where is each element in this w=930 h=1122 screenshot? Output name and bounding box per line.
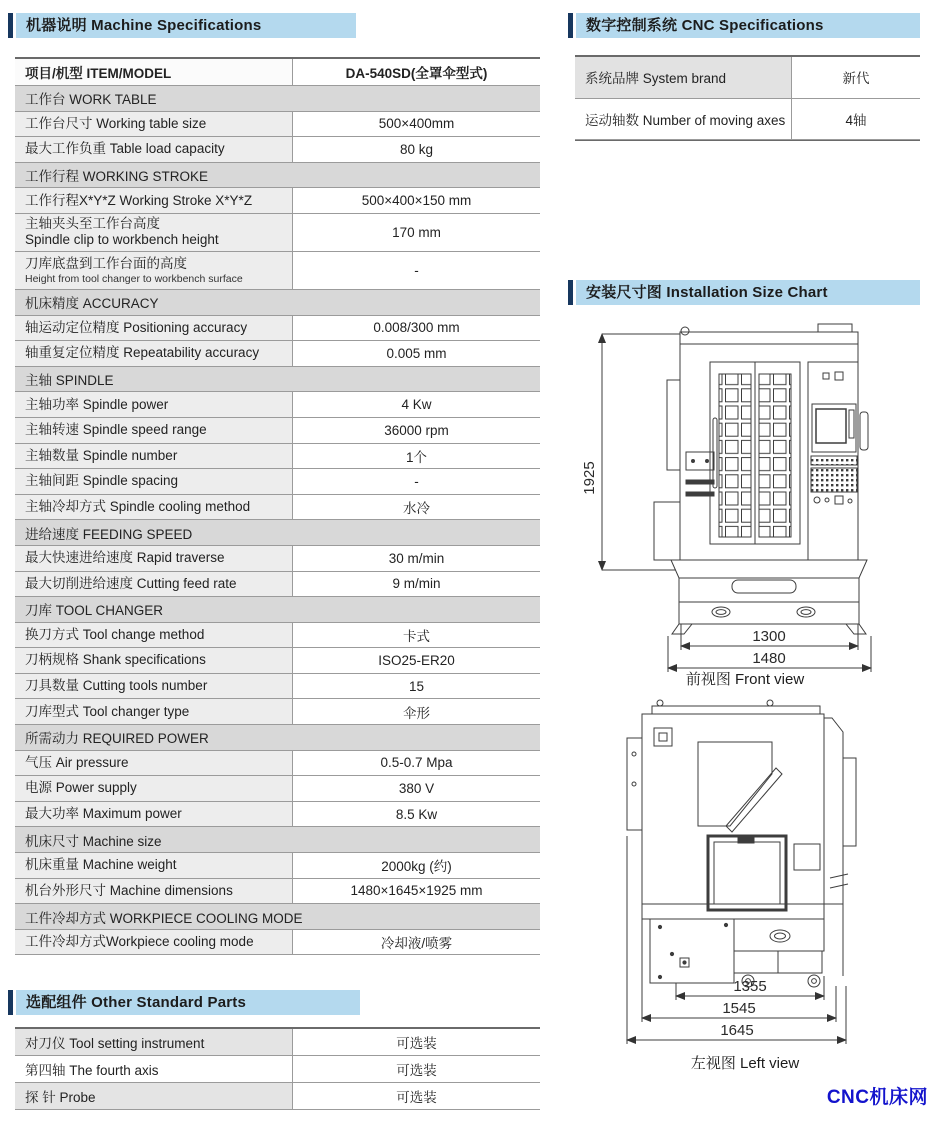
- left-view-drawing: [580, 696, 910, 1046]
- header-item-cell: 项目/机型 ITEM/MODEL: [15, 59, 293, 85]
- installation-title-bar: [568, 280, 920, 305]
- spec-row: [575, 99, 920, 141]
- machine-spec-table: [15, 57, 540, 955]
- spec-label-cn: 主轴夹头至工作台高度: [25, 216, 160, 232]
- spec-label-cell: [15, 188, 293, 213]
- left-view-dim-1: 1355: [733, 978, 767, 995]
- spec-label-cn: 轴重复定位精度 Repeatability accuracy: [25, 345, 260, 361]
- title-accent-strip: [8, 13, 13, 38]
- spec-row: [15, 853, 540, 879]
- spec-value-cell: 卡式: [293, 623, 540, 648]
- spec-value-cell: 可选装: [293, 1056, 540, 1082]
- spec-label-cn: 最大快速进给速度 Rapid traverse: [25, 550, 225, 566]
- section-row: 工作行程 WORKING STROKE: [15, 163, 540, 189]
- spec-label-cn: 主轴数量 Spindle number: [25, 447, 178, 463]
- title-accent-strip: [568, 13, 573, 38]
- spec-label-cell: [15, 648, 293, 673]
- spec-label-cell: [15, 802, 293, 827]
- left-view-caption: 左视图 Left view: [690, 1055, 800, 1072]
- spec-label-cell: 第四轴 The fourth axis: [15, 1056, 293, 1082]
- spec-label-cn: 工件冷却方式Workpiece cooling mode: [25, 934, 254, 950]
- spec-row: [15, 112, 540, 138]
- front-view-drawing: [580, 318, 910, 674]
- spec-row: [15, 572, 540, 598]
- spec-label-cn: 刀柄规格 Shank specifications: [25, 652, 206, 668]
- title-accent-strip: [568, 280, 573, 305]
- spec-label-cell: [15, 214, 293, 251]
- spec-label-cell: [15, 572, 293, 597]
- spec-value-cell: 15: [293, 674, 540, 699]
- spec-value-cell: 500×400mm: [293, 112, 540, 137]
- spec-row: [15, 648, 540, 674]
- spec-label-cell: [15, 316, 293, 341]
- spec-value-cell: 2000kg (约): [293, 853, 540, 878]
- machine-spec-title: 机器说明 Machine Specifications: [16, 13, 356, 38]
- optional-parts-table: [15, 1027, 540, 1110]
- spec-row: [15, 252, 540, 290]
- section-row: 机床尺寸 Machine size: [15, 827, 540, 853]
- spec-label-cn: 气压 Air pressure: [25, 754, 129, 770]
- spec-label-cell: [15, 392, 293, 417]
- machine-spec-title-bar: [8, 13, 356, 38]
- left-view-dim-2: 1545: [722, 1000, 756, 1017]
- spec-value-cell: 1个: [293, 444, 540, 469]
- spec-row: [15, 469, 540, 495]
- spec-row: [15, 188, 540, 214]
- cnc-spec-rows: [575, 57, 920, 140]
- optional-parts-title: 选配组件 Other Standard Parts: [16, 990, 360, 1015]
- cnc-spec-table: [575, 55, 920, 141]
- spec-label-cell: [15, 853, 293, 878]
- spec-label-cell: 运动轴数 Number of moving axes: [575, 99, 792, 140]
- section-row: 主轴 SPINDLE: [15, 367, 540, 393]
- spec-row: [15, 137, 540, 163]
- title-accent-strip: [8, 990, 13, 1015]
- spec-row: [15, 418, 540, 444]
- spec-label-cn: 主轴间距 Spindle spacing: [25, 473, 179, 489]
- spec-label-cell: [15, 751, 293, 776]
- front-view-dim-outer-width: 1480: [752, 650, 786, 667]
- spec-label-cell: 对刀仪 Tool setting instrument: [15, 1029, 293, 1055]
- spec-label-cell: [15, 930, 293, 955]
- spec-row: [15, 674, 540, 700]
- spec-row: [15, 930, 540, 956]
- spec-row: [575, 57, 920, 99]
- cnc-spec-title: 数字控制系统 CNC Specifications: [576, 13, 920, 38]
- spec-label-cell: [15, 879, 293, 904]
- spec-row: [15, 776, 540, 802]
- spec-label-cn: 工作台尺寸 Working table size: [25, 115, 207, 131]
- section-row: 刀库 TOOL CHANGER: [15, 597, 540, 623]
- spec-label-cell: [15, 341, 293, 366]
- optional-parts-rows: [15, 1029, 540, 1110]
- spec-label-cn: 刀库型式 Tool changer type: [25, 703, 190, 719]
- spec-row: [15, 1083, 540, 1110]
- spec-label-cn: 轴运动定位精度 Positioning accuracy: [25, 319, 248, 335]
- spec-label-cn: 刀具数量 Cutting tools number: [25, 678, 208, 694]
- spec-label-cn: 工作行程X*Y*Z Working Stroke X*Y*Z: [25, 192, 253, 208]
- optional-parts-title-bar: [8, 990, 360, 1015]
- cnc-spec-title-bar: [568, 13, 920, 38]
- spec-row: [15, 1056, 540, 1083]
- spec-label-cn: 主轴转速 Spindle speed range: [25, 422, 207, 438]
- spec-label-cell: [15, 137, 293, 162]
- spec-value-cell: 0.008/300 mm: [293, 316, 540, 341]
- spec-value-cell: 380 V: [293, 776, 540, 801]
- spec-row: [15, 392, 540, 418]
- spec-value-cell: -: [293, 469, 540, 494]
- spec-value-cell: 30 m/min: [293, 546, 540, 571]
- spec-row: [15, 623, 540, 649]
- spec-label-cell: [15, 495, 293, 520]
- spec-value-cell: 4 Kw: [293, 392, 540, 417]
- spec-label-cn: 刀库底盘到工作台面的高度: [25, 256, 187, 272]
- spec-row: [15, 546, 540, 572]
- table-header-row: [15, 59, 540, 86]
- spec-row: [15, 751, 540, 777]
- spec-label-cn: 最大工作负重 Table load capacity: [25, 141, 225, 157]
- spec-value-cell: 8.5 Kw: [293, 802, 540, 827]
- spec-row: [15, 879, 540, 905]
- spec-row: [15, 1029, 540, 1056]
- spec-label-cell: [15, 699, 293, 724]
- spec-value-cell: 500×400×150 mm: [293, 188, 540, 213]
- spec-row: [15, 316, 540, 342]
- spec-label-cell: [15, 469, 293, 494]
- left-view-dim-3: 1645: [720, 1022, 754, 1039]
- spec-value-cell: 4轴: [792, 99, 920, 140]
- spec-value-cell: 水冷: [293, 495, 540, 520]
- spec-label-cn: 电源 Power supply: [25, 780, 137, 796]
- section-row: 工件冷却方式 WORKPIECE COOLING MODE: [15, 904, 540, 930]
- spec-label-cell: [15, 776, 293, 801]
- spec-label-cell: [15, 418, 293, 443]
- spec-value-cell: 可选装: [293, 1083, 540, 1109]
- spec-value-cell: 9 m/min: [293, 572, 540, 597]
- spec-row: [15, 214, 540, 252]
- spec-value-cell: 36000 rpm: [293, 418, 540, 443]
- spec-label-cell: [15, 112, 293, 137]
- spec-label-cell: [15, 252, 293, 289]
- spec-value-cell: 可选装: [293, 1029, 540, 1055]
- spec-label-cn: 机台外形尺寸 Machine dimensions: [25, 882, 233, 898]
- spec-value-cell: 170 mm: [293, 214, 540, 251]
- spec-row: [15, 444, 540, 470]
- section-row: 机床精度 ACCURACY: [15, 290, 540, 316]
- spec-value-cell: 0.5-0.7 Mpa: [293, 751, 540, 776]
- front-view-dim-height: 1925: [581, 461, 598, 495]
- section-row: 所需动力 REQUIRED POWER: [15, 725, 540, 751]
- spec-label-cell: [15, 444, 293, 469]
- spec-row: [15, 495, 540, 521]
- spec-label-cn: 机床重量 Machine weight: [25, 857, 177, 873]
- front-view-dim-inner-width: 1300: [752, 628, 786, 645]
- spec-label-en: Spindle clip to workbench height: [25, 232, 219, 248]
- spec-value-cell: ISO25-ER20: [293, 648, 540, 673]
- spec-value-cell: 80 kg: [293, 137, 540, 162]
- spec-label-cell: 探 针 Probe: [15, 1083, 293, 1109]
- spec-row: [15, 802, 540, 828]
- spec-label-cn: 最大功率 Maximum power: [25, 806, 182, 822]
- spec-value-cell: 冷却液/喷雾: [293, 930, 540, 955]
- spec-label-cell: 系统品牌 System brand: [575, 57, 792, 98]
- spec-value-cell: 0.005 mm: [293, 341, 540, 366]
- spec-value-cell: 新代: [792, 57, 920, 98]
- spec-row: [15, 341, 540, 367]
- installation-title: 安装尺寸图 Installation Size Chart: [576, 280, 920, 305]
- spec-label-cn: 主轴冷却方式 Spindle cooling method: [25, 498, 251, 514]
- spec-value-cell: -: [293, 252, 540, 289]
- header-model-cell: DA-540SD(全罩伞型式): [293, 59, 540, 85]
- front-view-caption: 前视图 Front view: [685, 671, 805, 688]
- spec-label-en-small: Height from tool changer to workbench surface: [25, 272, 243, 285]
- section-row: 工作台 WORK TABLE: [15, 86, 540, 112]
- section-row: 进给速度 FEEDING SPEED: [15, 520, 540, 546]
- spec-label-cell: [15, 674, 293, 699]
- spec-label-cell: [15, 623, 293, 648]
- spec-label-cn: 主轴功率 Spindle power: [25, 396, 169, 412]
- spec-row: [15, 699, 540, 725]
- cnc-site-watermark: CNC机床网: [826, 1087, 928, 1108]
- spec-label-cn: 最大切削进给速度 Cutting feed rate: [25, 575, 237, 591]
- machine-spec-rows: [15, 86, 540, 955]
- spec-label-cn: 换刀方式 Tool change method: [25, 626, 205, 642]
- spec-label-cell: [15, 546, 293, 571]
- spec-value-cell: 伞形: [293, 699, 540, 724]
- spec-value-cell: 1480×1645×1925 mm: [293, 879, 540, 904]
